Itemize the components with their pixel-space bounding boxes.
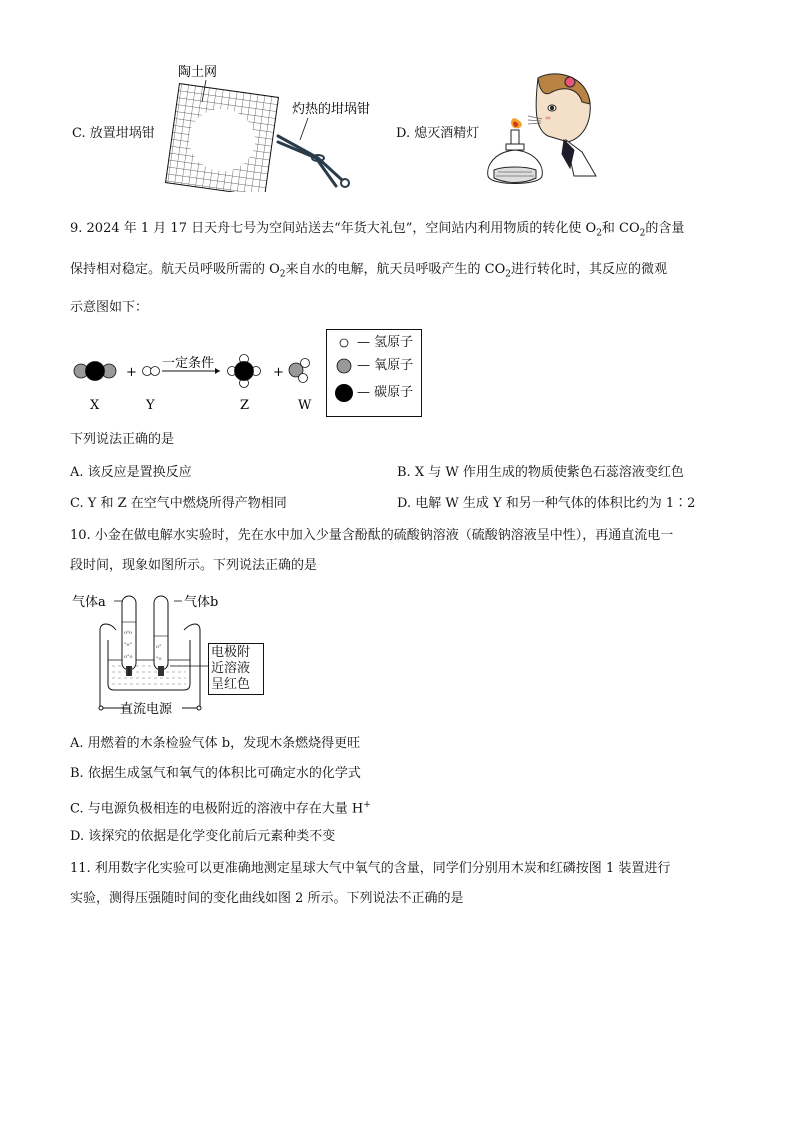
gas-a-label: 气体a xyxy=(72,595,106,610)
callout-line2: 近溶液 xyxy=(211,661,251,676)
q10-option-d: D. 该探究的依据是化学变化前后元素种类不变 xyxy=(70,829,336,844)
label-w: W xyxy=(298,398,312,413)
plus-1: + xyxy=(126,365,137,380)
reaction-condition: 一定条件 xyxy=(162,356,215,371)
gas-b-label: 气体b xyxy=(184,595,219,610)
q9-option-c: C. Y 和 Z 在空气中燃烧所得产物相同 xyxy=(70,496,287,511)
q9-line1: 9. 2024 年 1 月 17 日天舟七号为空间站送去“年货大礼包”，空间站内利用物质的转化使 $O_2$和 $CO_2$的含量 xyxy=(70,221,685,239)
crucible-tongs xyxy=(278,136,349,187)
girl-head xyxy=(536,74,596,176)
legend-hydrogen: — 氢原子 xyxy=(357,335,414,350)
q10-line1: 10. 小金在做电解水实验时，先在水中加入少量含酚酞的硫酸钠溶液（硫酸钠溶液呈中性），再通直流电一 xyxy=(70,528,674,543)
callout-line1: 电极附 xyxy=(211,645,251,660)
q11-line2: 实验，测得压强随时间的变化曲线如图 2 所示。下列说法不正确的是 xyxy=(70,891,464,906)
legend-carbon: — 碳原子 xyxy=(357,385,414,400)
plus-2: + xyxy=(273,365,284,380)
q10-option-a: A. 用燃着的木条检验气体 b，发现木条燃烧得更旺 xyxy=(70,736,361,751)
q9-legend-box xyxy=(326,329,422,417)
label-y: Y xyxy=(146,398,155,413)
q8-option-c-label: C. 放置坩埚钳 xyxy=(72,126,155,141)
blow-out-lamp-illustration xyxy=(478,72,608,194)
q9-option-a: A. 该反应是置换反应 xyxy=(70,465,192,480)
q9-line2: 保持相对稳定。航天员呼吸所需的 $O_2$来自水的电解，航天员呼吸产生的 $CO_2$进行转化时，其反应的微观 xyxy=(70,262,668,280)
mesh-tongs-illustration xyxy=(160,62,375,192)
q8-lamp-figure xyxy=(478,72,608,198)
tongs-label: 灼热的坩埚钳 xyxy=(292,102,371,117)
alcohol-lamp xyxy=(488,130,543,184)
callout-line3: 呈红色 xyxy=(211,677,251,692)
q10-option-b: B. 依据生成氢气和氧气的体积比可确定水的化学式 xyxy=(70,766,361,781)
svg-text:o°: o° xyxy=(156,644,162,650)
legend-oxygen: — 氧原子 xyxy=(357,358,414,373)
molecule-y xyxy=(143,367,160,376)
power-source-label: 直流电源 xyxy=(120,702,173,717)
svg-text:°o: °o xyxy=(156,656,162,662)
q10-line2: 段时间，现象如图所示。下列说法正确的是 xyxy=(70,558,318,573)
mesh-label: 陶土网 xyxy=(178,65,218,80)
q11-line1: 11. 利用数字化实验可以更准确地测定星球大气中氧气的含量，同学们分别用木炭和红磷按图 1 装置进行 xyxy=(70,861,671,876)
q8-mesh-figure xyxy=(160,62,375,196)
q9-option-d: D. 电解 W 生成 Y 和另一种气体的体积比约为 1∶2 xyxy=(397,496,696,511)
q10-callout-box xyxy=(208,643,264,695)
q10-option-c: C. 与电源负极相连的电极附近的溶液中存在大量 H+ xyxy=(70,800,371,817)
svg-text:o°o: o°o xyxy=(124,654,133,660)
q9-line3: 示意图如下： xyxy=(70,300,149,315)
molecule-x xyxy=(74,362,116,381)
svg-text:o⁰o: o⁰o xyxy=(124,630,133,636)
q9-option-b: B. X 与 W 作用生成的物质使紫色石蕊溶液变红色 xyxy=(397,465,684,480)
q8-option-d-label: D. 熄灭酒精灯 xyxy=(396,126,480,141)
svg-text:°o°: °o° xyxy=(124,642,133,648)
label-z: Z xyxy=(240,398,250,413)
flame xyxy=(511,118,522,128)
molecule-z xyxy=(228,355,261,388)
clay-mesh xyxy=(166,84,279,192)
molecule-w xyxy=(289,359,310,383)
label-x: X xyxy=(90,398,100,413)
q9-stem: 下列说法正确的是 xyxy=(70,432,175,447)
